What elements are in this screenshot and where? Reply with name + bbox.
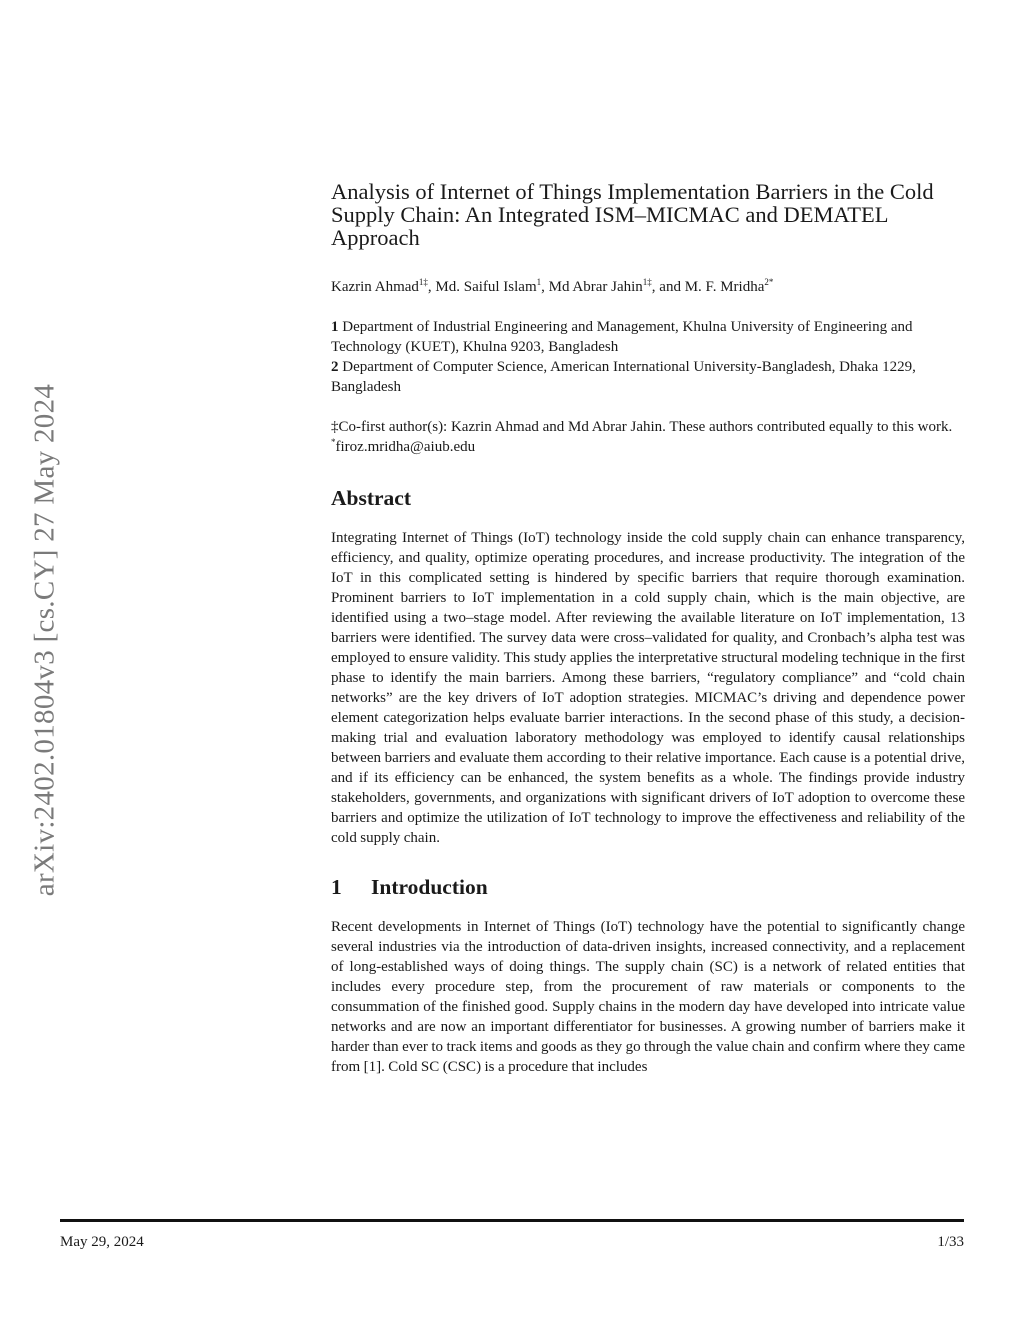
author-separator: ,: [541, 279, 549, 295]
abstract-heading: Abstract: [331, 486, 412, 510]
author-name: Kazrin Ahmad: [331, 279, 419, 295]
email-mark: *: [331, 437, 336, 447]
footer-date: May 29, 2024: [60, 1234, 144, 1250]
author-marks: 2*: [764, 277, 774, 287]
paper-body: [331, 180, 965, 1077]
author-name: M. F. Mridha: [684, 279, 765, 295]
abstract-text: Integrating Internet of Things (IoT) technology inside the cold supply chain can enhance transparency, efficiency, and quality, optimize operating procedures, and increase productivity. The integration of the IoT in this complicated setting is hindered by specific barriers that require thorough examination. Prominent barriers to IoT implementation in a cold supply chain, which is the main objective, are identified using a two–stage model. After reviewing the available literature on IoT implementation, 13 barriers were identified. The survey data were cross–validated for quality, and Cronbach’s alpha test was employed to ensure validity. This study applies the interpretative structural modeling technique in the first phase to identify the main barriers. Among these barriers, “regulatory compliance” and “cold chain networks” are the key drivers of IoT adoption strategies. MICMAC’s driving and dependence power element categorization helps evaluate barrier interactions. In the second phase of this study, a decision-making trial and evaluation laboratory methodology was employed to identify causal relationships between barriers and evaluate them according to their relative importance. Each cause is a potential drive, and if its efficiency can be enhanced, the system benefits as a whole. The findings provide industry stakeholders, governments, and organizations with significant drivers of IoT adoption to overcome these barriers and optimize the utilization of IoT technology to improve the effectiveness and reliability of the cold supply chain.: [331, 530, 965, 846]
section-number: 1: [331, 875, 342, 899]
author-marks: 1‡: [418, 277, 428, 287]
contact-email[interactable]: firoz.mridha@aiub.edu: [335, 439, 476, 455]
footer-divider: [60, 1219, 964, 1222]
paper-title: Analysis of Internet of Things Implementation Barriers in the Cold Supply Chain: An Integrated ISM–MICMAC and DEMATEL Approach: [331, 179, 934, 250]
introduction-text: Recent developments in Internet of Things (IoT) technology have the potential to significantly change several industries via the introduction of data-driven insights, increased connectivity, and a replacement of long-established ways of doing things. The supply chain (SC) is a network of related entities that includes every procedure step, from the procurement of raw materials or components to the consummation of the finished good. Supply chains in the modern day have developed into intricate value networks and are now an important differentiator for businesses. A growing number of barriers make it harder than ever to track items and goods as they go through the value chain and confirm where they came from [1]. Cold SC (CSC) is a procedure that includes: [331, 919, 965, 1075]
author-list: [331, 277, 965, 297]
affiliation-text: Department of Computer Science, American International University-Bangladesh, Dhaka 1229, Bangladesh: [331, 359, 916, 395]
affiliation: [331, 317, 965, 357]
page-number: 1/33: [937, 1234, 964, 1250]
affiliation-list: [331, 317, 965, 397]
author-marks: 1‡: [642, 277, 652, 287]
author-name: Md. Saiful Islam: [435, 279, 537, 295]
introduction-heading: [331, 874, 965, 900]
author-separator: ,: [427, 279, 436, 295]
affiliation-text: Department of Industrial Engineering and Management, Khulna University of Engineering and Technology (KUET), Khulna 9203, Bangladesh: [331, 319, 913, 355]
author-name: Md Abrar Jahin: [548, 279, 643, 295]
affiliation-number: 1: [331, 319, 339, 335]
author-notes: [331, 417, 965, 457]
affiliation: [331, 357, 965, 397]
contact-email-line: [331, 437, 965, 457]
arxiv-identifier: arXiv:2402.01804v3 [cs.CY] 27 May 2024: [28, 383, 61, 897]
author-marks: 1: [536, 277, 542, 287]
affiliation-number: 2: [331, 359, 339, 375]
cofirst-note: ‡Co-first author(s): Kazrin Ahmad and Md Abrar Jahin. These authors contributed equally to this work.: [331, 419, 953, 435]
author-separator: , and: [651, 279, 685, 295]
section-title: Introduction: [371, 875, 488, 899]
